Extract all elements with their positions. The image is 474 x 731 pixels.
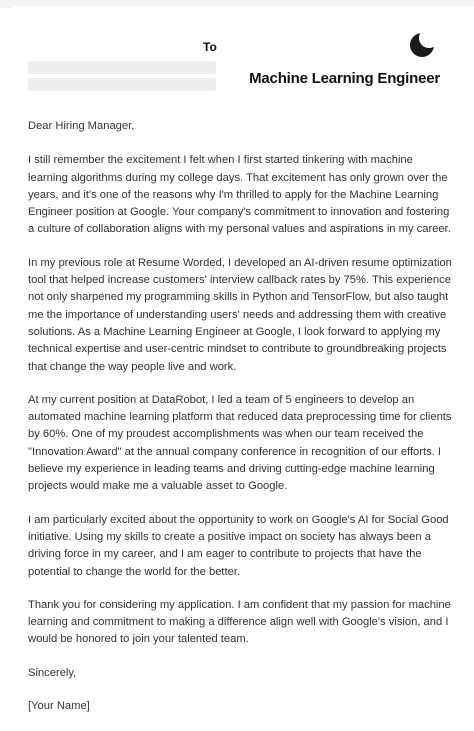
body-paragraph: I still remember the excitement I felt when I first started tinkering with machine learning algorithms during my college days. That excitement has only grown over the years, and it's one of the reasons why I'm thrilled to apply for the Machine Learning Engineer position at Google. Your company's commitment to innovation and fostering a culture of collaboration aligns with my personal values and aspirations in my career.: [28, 154, 451, 236]
to-label: To: [203, 40, 217, 54]
body-paragraph: I am particularly excited about the opportunity to work on Google's AI for Social Good initiative. Using my skills to create a positive impact on society has always been a driving force in my career, and I am eager to contribute to projects that have the potential to change the world for the better.: [28, 513, 449, 578]
body-paragraph: In my previous role at Resume Worded, I developed an AI-driven resume optimization tool that helped increase customers' interview callback rates by 75%. This experience not only sharpened my programming skills in Python and TensorFlow, but also taught me the importance of understanding users' needs and addressing them with creative solutions. As a Machine Learning Engineer at Google, I look forward to applying my technical expertise and user-centric mindset to contribute to groundbreaking projects that change the way people live and work.: [28, 256, 452, 373]
letter-body: [28, 118, 452, 731]
body-paragraph: At my current position at DataRobot, I led a team of 5 engineers to develop an automated machine learning platform that reduced data preprocessing time for clients by 60%. One of my proudest accomplishments was when our team received the "Innovation Award" at the annual company conference in recognition of our efforts. I believe my experience in leading teams and driving cutting-edge machine learning projects would make me a valuable asset to Google.: [28, 393, 452, 493]
job-title: Machine Learning Engineer: [249, 70, 440, 87]
greeting: Dear Hiring Manager,: [28, 120, 135, 132]
recipient-placeholder-line: [28, 61, 216, 74]
moon-icon: [408, 30, 438, 60]
recipient-placeholder-line: [28, 78, 216, 91]
closing: Sincerely,: [28, 666, 77, 679]
body-paragraph: Thank you for considering my application. I am confident that my passion for machine learning and commitment to making a difference align well with Google's vision, and I would be honored to join your talented team.: [28, 598, 451, 646]
signature: [Your Name]: [28, 700, 90, 713]
